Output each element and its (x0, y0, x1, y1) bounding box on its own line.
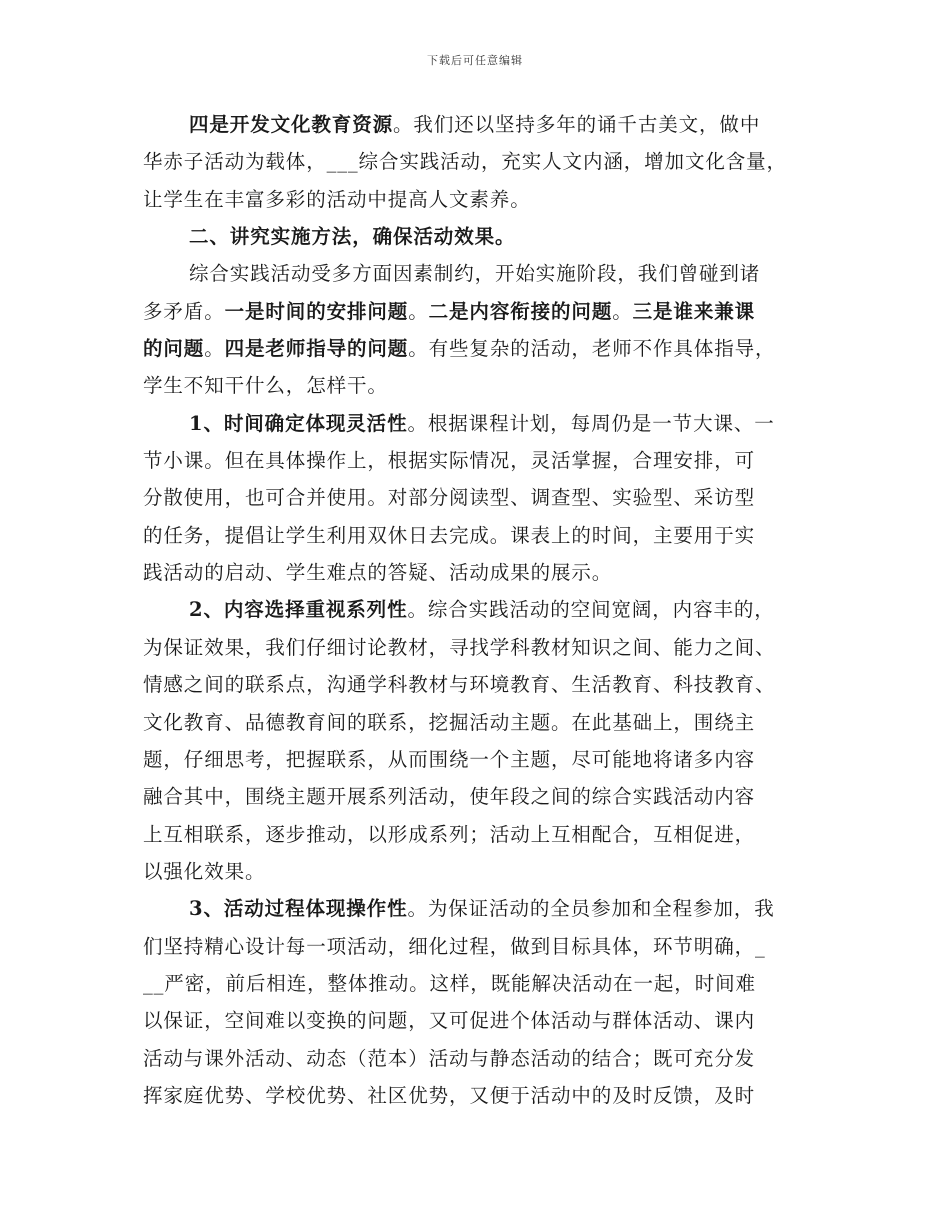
text-line (143, 218, 833, 255)
text-segment: 为保证效果，我们仔细讨论教材，寻找学科教材知识之间、能力之间、 (143, 635, 776, 659)
text-line (143, 405, 833, 442)
document-body (143, 106, 833, 1114)
text-line (143, 890, 833, 927)
page-header: 下载后可任意编辑 (427, 54, 523, 67)
text-line (143, 1040, 833, 1077)
text-segment: 文化教育、品德教育间的联系，挖掘活动主题。在此基础上，围绕主 (143, 710, 756, 734)
text-segment: 多矛盾。 (143, 299, 225, 323)
text-line (143, 106, 833, 143)
text-segment: 。为保证活动的全员参加和全程参加，我 (407, 897, 775, 921)
text-line (143, 479, 833, 516)
text-line (143, 741, 833, 778)
text-segment: 。 (612, 299, 633, 323)
text-segment: 以强化效果。 (143, 859, 266, 883)
text-line (143, 293, 833, 330)
bold-text-segment: 的问题 (143, 337, 205, 361)
text-line (143, 143, 833, 180)
text-segment: 。 (204, 337, 225, 361)
bold-text-segment: 四是老师指导的问题 (224, 337, 409, 361)
text-segment: 综合实践活动受多方面因素制约，开始实施阶段，我们曾碰到诸 (189, 262, 761, 286)
text-line (143, 255, 833, 292)
text-line (143, 778, 833, 815)
bold-text-segment: 二、讲究实施方法，确保活动效果。 (189, 225, 516, 249)
text-line (143, 816, 833, 853)
text-segment: __严密，前后相连，整体推动。这样，既能解决活动在一起，时间难 (143, 971, 756, 995)
bold-text-segment: 3、活动过程体现操作性 (189, 897, 408, 921)
text-segment: 节小课。但在具体操作上，根据实际情况，灵活掌握，合理安排，可 (143, 449, 756, 473)
text-segment: 。综合实践活动的空间宽阔，内容丰的， (407, 598, 775, 622)
text-line (143, 1077, 833, 1114)
text-segment: 们坚持精心设计每一项活动，细化过程，做到目标具体，环节明确，_ (143, 934, 766, 958)
text-line (143, 965, 833, 1002)
text-segment: 分散使用，也可合并使用。对部分阅读型、调查型、实验型、采访型 (143, 486, 756, 510)
text-line (143, 853, 833, 890)
text-segment: 以保证，空间难以变换的问题，又可促进个体活动与群体活动、课内 (143, 1009, 756, 1033)
text-line (143, 330, 833, 367)
text-segment: 情感之间的联系点，沟通学科教材与环境教育、生活教育、科技教育、 (143, 673, 776, 697)
text-segment: 活动与课外活动、动态（范本）活动与静态活动的结合；既可充分发 (143, 1046, 756, 1070)
text-line (143, 591, 833, 628)
text-segment: 学生不知干什么，怎样干。 (143, 374, 388, 398)
text-line (143, 181, 833, 218)
text-segment: 融合其中，围绕主题开展系列活动，使年段之间的综合实践活动内容 (143, 785, 756, 809)
text-segment: 。根据课程计划，每周仍是一节大课、一 (407, 411, 775, 435)
text-line (143, 666, 833, 703)
bold-text-segment: 二是内容衔接的问题 (428, 299, 613, 323)
text-segment: 华赤子活动为载体，___综合实践活动，充实人文内涵，增加文化含量， (143, 150, 787, 174)
text-line (143, 367, 833, 404)
text-line (143, 442, 833, 479)
bold-text-segment: 1、时间确定体现灵活性 (189, 411, 408, 435)
bold-text-segment: 四是开发文化教育资源 (189, 113, 394, 136)
text-line (143, 928, 833, 965)
text-line (143, 1002, 833, 1039)
text-line (143, 517, 833, 554)
text-segment: 践活动的启动、学生难点的答疑、活动成果的展示。 (143, 561, 613, 585)
text-segment: 。 (408, 299, 429, 323)
text-segment: 题，仔细思考，把握联系，从而围绕一个主题，尽可能地将诸多内容 (143, 747, 756, 771)
text-segment: 让学生在丰富多彩的活动中提高人文素养。 (143, 187, 531, 211)
text-line (143, 629, 833, 666)
text-segment: 上互相联系，逐步推动，以形成系列；活动上互相配合，互相促进， (143, 822, 756, 846)
text-line (143, 704, 833, 741)
bold-text-segment: 三是谁来兼课 (632, 299, 756, 323)
bold-text-segment: 2、内容选择重视系列性 (189, 598, 408, 622)
bold-text-segment: 一是时间的安排问题 (224, 299, 409, 323)
text-segment: 挥家庭优势、学校优势、社区优势，又便于活动中的及时反馈，及时 (143, 1083, 756, 1107)
text-segment: 的任务，提倡让学生利用双休日去完成。课表上的时间，主要用于实 (143, 523, 756, 547)
text-segment: 。有些复杂的活动，老师不作具体指导， (408, 337, 776, 361)
text-line (143, 554, 833, 591)
text-segment: 。我们还以坚持多年的诵千古美文，做中 (393, 113, 761, 136)
